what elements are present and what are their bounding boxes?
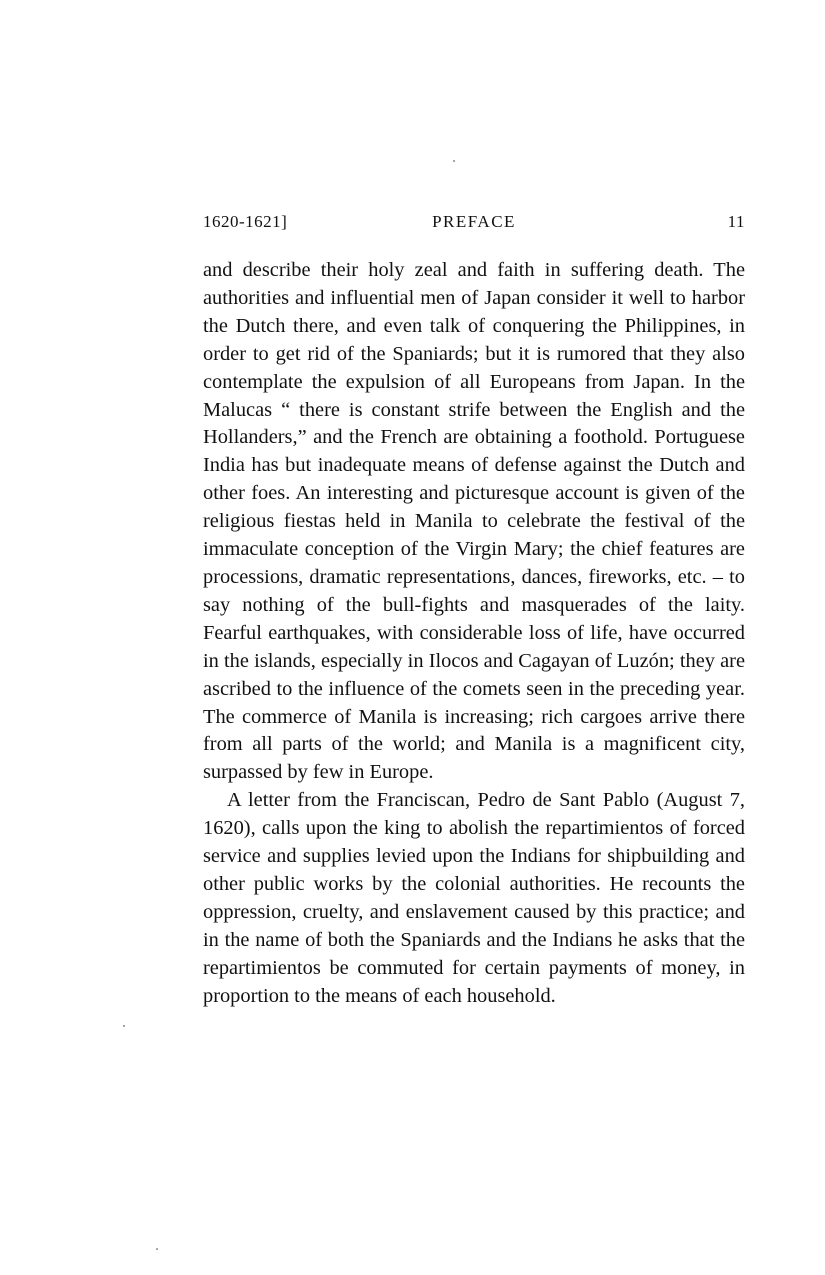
page-number: 11 bbox=[727, 212, 745, 231]
scan-speck bbox=[453, 160, 455, 162]
body-text bbox=[203, 257, 745, 1010]
running-header bbox=[203, 212, 745, 238]
header-date-range: 1620-1621] bbox=[203, 212, 288, 231]
scan-speck bbox=[123, 1025, 125, 1027]
paragraph-letter: A letter from the Franciscan, Pedro de Sant Pablo (August 7, 1620), calls upon the king to abolish the repartimientos of forced service and supplies levied upon the Indians for shipbuilding and other public works by the colonial authorities. He recounts the oppression, cruelty, and enslavement caused by this practice; and in the name of both the Spaniards and the Indians he asks that the repartimientos be commuted for certain payments of money, in proportion to the means of each household. bbox=[203, 789, 745, 1007]
scan-speck bbox=[156, 1248, 158, 1250]
header-title: PREFACE bbox=[432, 212, 516, 231]
paragraph-continuation: and describe their holy zeal and faith in suffering death. The authorities and influential men of Japan consider it well to harbor the Dutch there, and even talk of conquering the Philippines, in order to get rid of the Spaniards; but it is rumored that they also contemplate the expulsion of all Europeans from Japan. In the Malucas “ there is constant strife between the English and the Hollanders,” and the French are obtaining a foothold. Portuguese India has but inadequate means of defense against the Dutch and other foes. An interesting and picturesque account is given of the religious fiestas held in Manila to celebrate the festival of the immaculate conception of the Virgin Mary; the chief features are processions, dramatic representations, dances, fireworks, etc. – to say nothing of the bull-fights and masquerades of the laity. Fearful earthquakes, with considerable loss of life, have occurred in the islands, especially in Ilocos and Cagayan of Luzón; they are ascribed to the influence of the comets seen in the preceding year. The commerce of Manila is increasing; rich cargoes arrive there from all parts of the world; and Manila is a magnificent city, surpassed by few in Europe. bbox=[203, 259, 745, 784]
